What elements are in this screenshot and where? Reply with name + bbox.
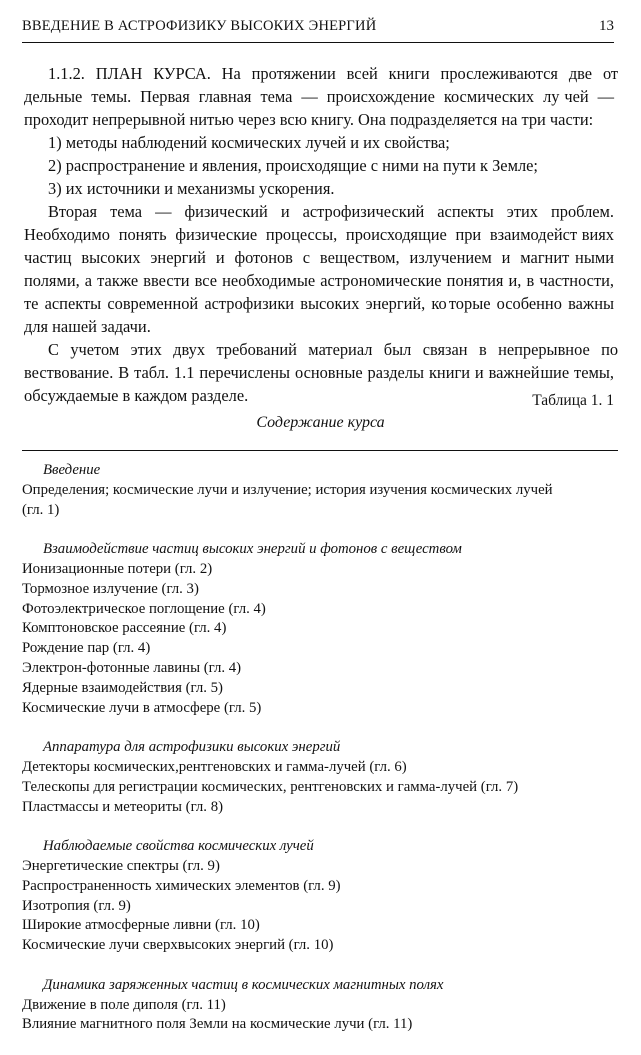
text-line: и, в частности, те аспекты современной астрофизики высоких энергий, ко: [24, 271, 614, 313]
text-line: Вторая тема — физический и астрофизический аспекты этих проблем.: [48, 202, 614, 221]
table-entry: Ядерные взаимодействия (гл. 5): [22, 679, 223, 696]
table-entry: Определения; космические лучи и излучение; история изучения космических лучей: [22, 481, 553, 498]
table-entry: Широкие атмосферные ливни (гл. 10): [22, 917, 260, 934]
table-entry: Энергетические спектры (гл. 9): [22, 857, 220, 874]
paragraph-plan: [24, 62, 619, 131]
paragraph-requirements: [24, 338, 619, 407]
table-entry: Влияние магнитного поля Земли на космические лучи (гл. 11): [22, 1016, 413, 1033]
table-entry: Пластмассы и метеориты (гл. 8): [22, 798, 224, 815]
table-section: [22, 738, 618, 817]
text-line: С учетом этих двух требований материал был связан в непрерывное по: [48, 340, 619, 359]
table-section: [22, 837, 618, 956]
table-entry: Электрон-фотонные лавины (гл. 4): [22, 659, 242, 676]
table-section: [22, 540, 618, 718]
table-entry: Изотропия (гл. 9): [22, 897, 131, 914]
table-section: [22, 461, 618, 520]
section-title: Введение: [43, 462, 101, 478]
table-contents: [22, 461, 618, 1055]
text-line: на три части:: [501, 110, 594, 129]
table-entry: (гл. 1): [22, 501, 60, 518]
section-title: Аппаратура для астрофизики высоких энергий: [43, 739, 341, 756]
table-entry: Движение в поле диполя (гл. 11): [22, 996, 226, 1013]
table-entry: Рождение пар (гл. 4): [22, 640, 151, 657]
text-line: Необходимо понять физические процессы, происходящие при взаимодейст: [24, 225, 578, 244]
text-line: ными полями, а также ввести все необходимые астрономические понятия: [24, 248, 614, 290]
page-number: 13: [599, 18, 614, 34]
text-line: 1.1.2. ПЛАН КУРСА. На протяжении всей книги прослеживаются две от: [48, 64, 619, 83]
text-line: чей — проходит непрерывной нитью через всю книгу. Она подразделяется: [24, 87, 614, 129]
table-top-rule: [22, 450, 618, 451]
table-entry: Телескопы для регистрации космических, рентгеновских и гамма-лучей (гл. 7): [22, 778, 519, 795]
table-section: [22, 976, 618, 1035]
text-line: торые особенно важны для нашей задачи.: [24, 294, 614, 336]
table-entry: Космические лучи в атмосфере (гл. 5): [22, 699, 262, 716]
body-text: [24, 62, 619, 407]
table-entry: Распространенность химических элементов (гл. 9): [22, 877, 341, 894]
text-line: дельные темы. Первая главная тема — происхождение космических лу: [24, 87, 560, 106]
page-header: [22, 14, 614, 43]
running-head: ВВЕДЕНИЕ В АСТРОФИЗИКУ ВЫСОКИХ ЭНЕРГИЙ: [22, 18, 377, 34]
text-line: вествование. В табл. 1.1 перечислены основные разделы книги и важней: [24, 363, 540, 382]
table-entry: Детекторы космических,рентгеновских и гамма-лучей (гл. 6): [22, 758, 407, 775]
table-entry: Космические лучи сверхвысоких энергий (гл. 10): [22, 937, 334, 954]
table-entry: Тормозное излучение (гл. 3): [22, 580, 199, 597]
table-entry: Фотоэлектрическое поглощение (гл. 4): [22, 600, 266, 617]
table-caption: Таблица 1. 1: [532, 392, 614, 409]
table-title: Содержание курса: [256, 414, 385, 431]
paragraph-second-theme: [24, 200, 614, 338]
list-item: 3) их источники и механизмы ускорения.: [48, 179, 335, 198]
list-item: 2) распространение и явления, происходящие с ними на пути к Земле;: [48, 156, 538, 175]
section-title: Взаимодействие частиц высоких энергий и фотонов с веществом: [43, 541, 462, 558]
table-entry: Ионизационные потери (гл. 2): [22, 560, 213, 577]
section-title: Динамика заряженных частиц в космических магнитных полях: [43, 976, 444, 993]
section-title: Наблюдаемые свойства космических лучей: [43, 838, 314, 855]
text-line: шие темы, обсуждаемые в каждом разделе.: [24, 363, 614, 405]
list-item: 1) методы наблюдений космических лучей и их свойства;: [48, 133, 450, 152]
table-entry: Комптоновское рассеяние (гл. 4): [22, 620, 227, 637]
text-line: виях частиц высоких энергий и фотонов с веществом, излучением и магнит: [24, 225, 614, 267]
